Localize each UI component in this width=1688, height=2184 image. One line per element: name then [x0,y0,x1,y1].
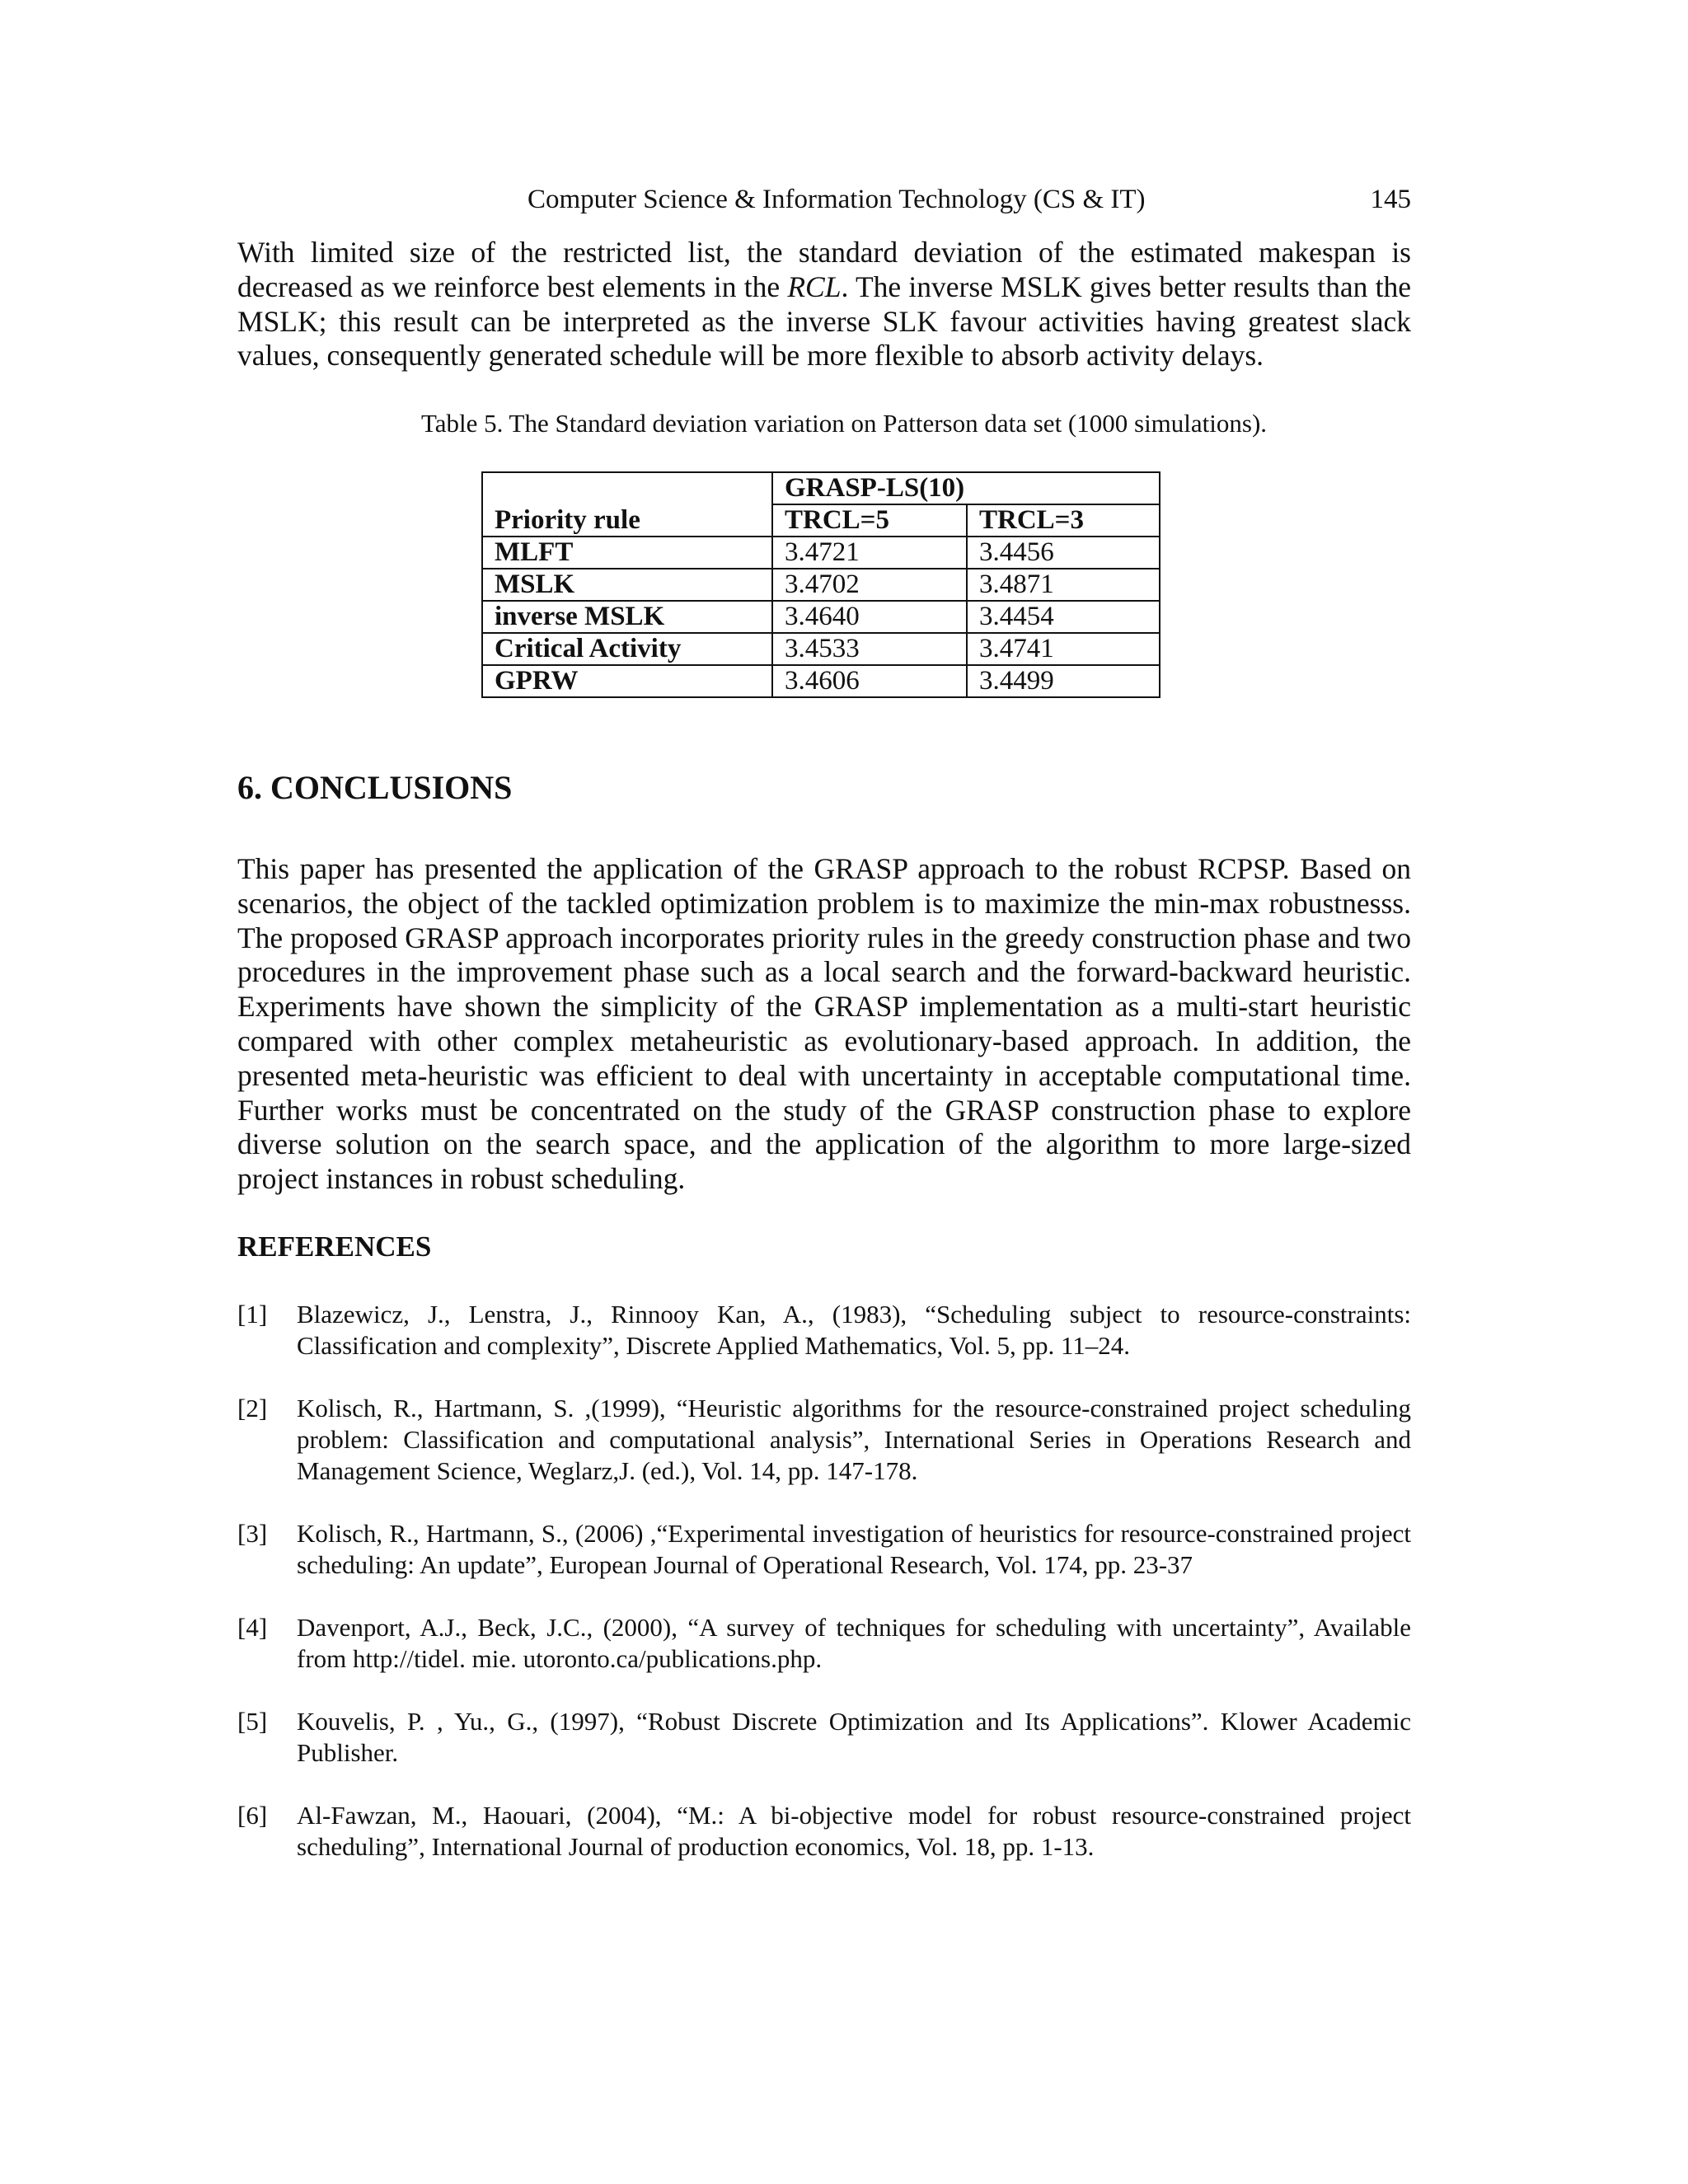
reference-item [237,1800,1411,1863]
paragraph-text: With limited size of the restricted list, the standard deviation of the estimated makespan is decreased as we reinforce best elements in the [237,236,1411,303]
value-cell: 3.4640 [772,601,967,633]
reference-text: Kolisch, R., Hartmann, S., (2006) ,“Experimental investigation of heuristics for resource-constrained project scheduling: An update”, European Journal of Operational Research, Vol. 174, pp. 23-37 [297,1519,1411,1579]
value-cell: 3.4499 [967,665,1160,697]
value-cell: 3.4871 [967,569,1160,601]
value-cell: 3.4702 [772,569,967,601]
paragraph-text: . The inverse MSLK gives better results than the MSLK; this result can be interpreted as the inverse SLK favour activities having greatest slack values, consequently generated schedule will be more flexible to absorb activity delays. [237,269,1411,373]
rule-cell: Critical Activity [482,633,772,665]
table-row [482,601,1160,633]
conclusions-paragraph: This paper has presented the application of the GRASP approach to the robust RCPSP. Based on scenarios, the object of the tackled optimization problem is to maximize the min-max robustnesss. The proposed GRASP approach incorporates priority rules in the greedy construction phase and two procedures in the improvement phase such as a local search and the forward-backward heuristic. Experiments have shown the simplicity of the GRASP implementation as a multi-start heuristic compared with other complex metaheuristic as evolutionary-based approach. In addition, the presented meta-heuristic was efficient to deal with uncertainty in acceptable computational time. Further works must be concentrated on the study of the GRASP construction phase to explore diverse solution on the search space, and the application of the algorithm to more large-sized project instances in robust scheduling. [237,852,1411,1196]
reference-item [237,1612,1411,1675]
rule-cell: GPRW [482,665,772,697]
reference-number: [5] [237,1707,268,1736]
reference-item [237,1393,1411,1487]
reference-number: [3] [237,1519,268,1548]
table-header-row [482,504,1160,537]
column-header: TRCL=3 [967,504,1160,537]
rule-cell: inverse MSLK [482,601,772,633]
value-cell: 3.4454 [967,601,1160,633]
table-row [482,665,1160,697]
section-number: 6. [237,769,270,806]
reference-text: Blazewicz, J., Lenstra, J., Rinnooy Kan, A., (1983), “Scheduling subject to resource-constraints: Classification and complexity”, Discrete Applied Mathematics, Vol. 5, pp. 11–24. [297,1300,1411,1360]
reference-text: Kolisch, R., Hartmann, S. ,(1999), “Heuristic algorithms for the resource-constrained project scheduling problem: Classification and computational analysis”, International Series in Operations Research and Management Science, Weglarz,J. (ed.), Vol. 14, pp. 147-178. [297,1394,1411,1485]
section-heading [237,768,512,808]
table-row [482,569,1160,601]
value-cell: 3.4456 [967,537,1160,569]
header-blank-cell [482,472,772,504]
column-header: TRCL=5 [772,504,967,537]
heading-rest: ONCLUSIONS [293,769,513,806]
rule-cell: MSLK [482,569,772,601]
results-table [481,471,1160,698]
table-row [482,537,1160,569]
group-header-cell: GRASP-LS(10) [772,472,1160,504]
reference-item [237,1518,1411,1581]
value-cell: 3.4533 [772,633,967,665]
reference-text: Davenport, A.J., Beck, J.C., (2000), “A survey of techniques for scheduling with uncertainty”, Available from http://tidel. mie. utoronto.ca/publications.php. [297,1613,1411,1673]
priority-rule-header: Priority rule [482,504,772,537]
rcl-term: RCL [787,269,842,303]
reference-list [237,1299,1411,1863]
rule-cell: MLFT [482,537,772,569]
reference-text: Kouvelis, P. , Yu., G., (1997), “Robust Discrete Optimization and Its Applications”. Klower Academic Publisher. [297,1707,1411,1767]
table-row [482,633,1160,665]
reference-number: [2] [237,1394,268,1422]
value-cell: 3.4606 [772,665,967,697]
heading-initial: C [270,769,294,806]
body-paragraph [237,236,1411,373]
reference-item [237,1706,1411,1769]
reference-number: [1] [237,1300,268,1329]
references-heading [237,1230,431,1264]
value-cell: 3.4721 [772,537,967,569]
heading-rest: EFERENCES [258,1230,432,1263]
reference-text: Al-Fawzan, M., Haouari, (2004), “M.: A bi-objective model for robust resource-constrained project scheduling”, International Journal of production economics, Vol. 18, pp. 1-13. [297,1801,1411,1861]
table-header-row [482,472,1160,504]
reference-number: [6] [237,1801,268,1830]
reference-item [237,1299,1411,1361]
table-caption: Table 5. The Standard deviation variation on Patterson data set (1000 simulations). [420,409,1268,438]
page-number: 145 [1370,185,1411,214]
value-cell: 3.4741 [967,633,1160,665]
journal-name: Computer Science & Information Technology (CS & IT) [528,185,1146,214]
heading-initial: R [237,1230,259,1263]
reference-number: [4] [237,1613,268,1642]
